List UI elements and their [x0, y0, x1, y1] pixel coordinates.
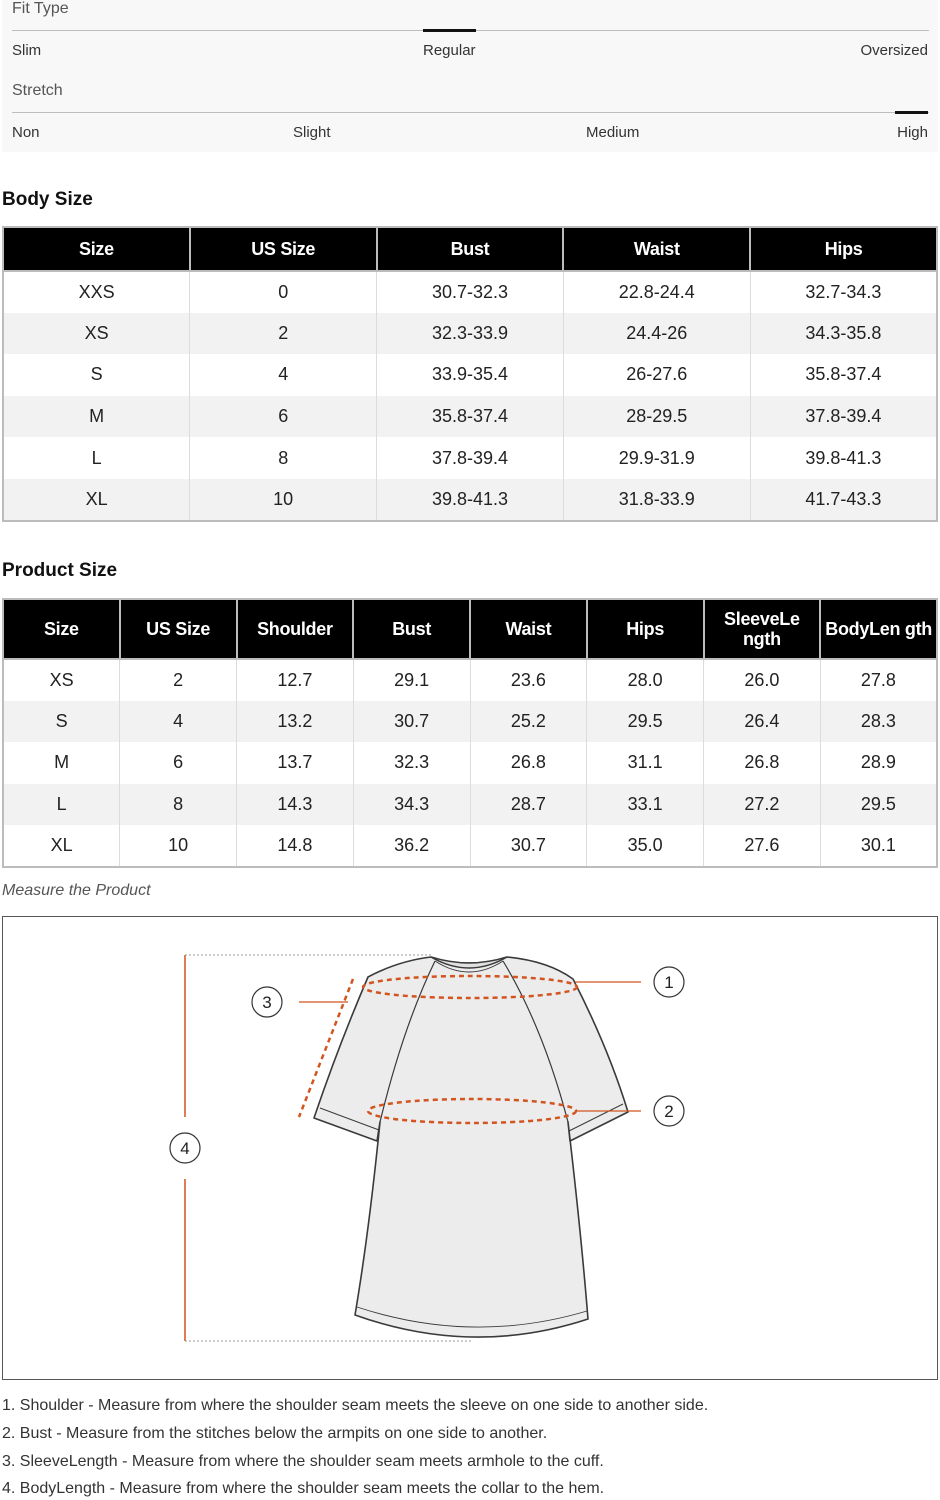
table-row: [3, 271, 937, 313]
body-size-cell: 10: [190, 479, 377, 521]
stretch-scale: [12, 112, 929, 113]
note-bust: 2. Bust - Measure from the stitches below the armpits on one side to another.: [2, 1424, 548, 1442]
product-size-cell: 23.6: [470, 659, 587, 701]
product-size-cell: 30.7: [470, 825, 587, 867]
body-size-cell: 37.8-39.4: [377, 437, 564, 479]
body-size-title: Body Size: [2, 189, 93, 210]
product-size-header-cell: BodyLen gth: [820, 599, 937, 659]
product-size-table: [2, 598, 938, 868]
tshirt-diagram-svg: [3, 917, 937, 1379]
product-size-cell: 13.2: [237, 701, 354, 743]
product-size-cell: 26.8: [470, 742, 587, 784]
product-size-cell: 35.0: [587, 825, 704, 867]
product-size-header-row: [3, 599, 937, 659]
product-size-cell: M: [3, 742, 120, 784]
product-size-cell: S: [3, 701, 120, 743]
product-size-cell: XL: [3, 825, 120, 867]
product-size-cell: 34.3: [353, 784, 470, 826]
body-size-cell: 41.7-43.3: [750, 479, 937, 521]
product-size-cell: 14.8: [237, 825, 354, 867]
table-row: [3, 701, 937, 743]
body-size-cell: 0: [190, 271, 377, 313]
product-size-title: Product Size: [2, 560, 118, 581]
measurement-diagram: [2, 916, 938, 1380]
body-size-header-cell: Bust: [377, 227, 564, 271]
product-size-cell: 29.5: [587, 701, 704, 743]
stretch-label-slight: Slight: [293, 124, 331, 141]
body-size-cell: XL: [3, 479, 190, 521]
fit-type-title: Fit Type: [12, 0, 69, 17]
product-size-cell: 33.1: [587, 784, 704, 826]
product-size-header-cell: Size: [3, 599, 120, 659]
product-size-cell: 28.9: [860, 752, 896, 773]
table-row: [3, 784, 937, 826]
product-size-cell: 25.2: [470, 701, 587, 743]
body-size-cell: 35.8-37.4: [377, 396, 564, 438]
product-size-cell: 30.1: [860, 835, 896, 856]
measurement-notes: [2, 1392, 932, 1500]
fit-type-label-slim: Slim: [12, 42, 42, 59]
stretch-label-medium: Medium: [586, 124, 640, 141]
product-size-cell: 30.7: [353, 701, 470, 743]
stretch-label-high: High: [897, 124, 928, 141]
body-size-cell: S: [3, 354, 190, 396]
product-size-header-cell: Bust: [353, 599, 470, 659]
table-row: [3, 396, 937, 438]
fit-type-label-regular: Regular: [423, 42, 476, 59]
stretch-title: Stretch: [12, 82, 63, 99]
product-size-cell: 10: [120, 825, 237, 867]
marker-2-label: 2: [664, 1102, 674, 1121]
body-size-cell: XS: [3, 313, 190, 355]
product-size-header-cell: SleeveLe ngth: [704, 599, 821, 659]
body-size-cell: 22.8-24.4: [563, 271, 750, 313]
measure-caption: Measure the Product: [2, 882, 151, 899]
product-size-cell: 26.0: [704, 659, 821, 701]
body-size-cell: 8: [190, 437, 377, 479]
body-size-cell: 37.8-39.4: [750, 396, 937, 438]
product-size-cell: 13.7: [237, 742, 354, 784]
fit-panel: [2, 0, 938, 152]
product-size-cell: 36.2: [353, 825, 470, 867]
body-size-header-cell: Hips: [750, 227, 937, 271]
product-size-cell: 6: [120, 742, 237, 784]
note-shoulder: 1. Shoulder - Measure from where the shoulder seam meets the sleeve on one side to another side.: [2, 1397, 709, 1414]
product-size-cell: 26.8: [704, 742, 821, 784]
body-size-cell: 28-29.5: [563, 396, 750, 438]
product-size-header-cell: Shoulder: [237, 599, 354, 659]
table-row: [3, 479, 937, 521]
body-size-cell: 30.7-32.3: [377, 271, 564, 313]
table-row: [3, 313, 937, 355]
body-size-cell: 32.3-33.9: [377, 313, 564, 355]
marker-4-label: 4: [180, 1139, 190, 1158]
body-size-cell: L: [3, 437, 190, 479]
product-size-header-cell: US Size: [120, 599, 237, 659]
product-size-cell: XS: [3, 659, 120, 701]
product-size-cell: 31.1: [587, 742, 704, 784]
product-size-cell: 29.1: [353, 659, 470, 701]
note-body-length: 4. BodyLength - Measure from where the shoulder seam meets the collar to the hem.: [2, 1480, 605, 1498]
product-size-cell: 27.6: [704, 825, 821, 867]
fit-type-label-oversized: Oversized: [860, 42, 928, 59]
product-size-cell: 4: [120, 701, 237, 743]
body-size-cell: 26-27.6: [563, 354, 750, 396]
marker-1-label: 1: [664, 973, 674, 992]
body-size-header-cell: Waist: [563, 227, 750, 271]
product-size-cell: 28.0: [587, 659, 704, 701]
stretch-selected-marker: [895, 111, 928, 114]
product-size-cell: 29.5: [820, 784, 937, 826]
tshirt-outline: [314, 957, 628, 1337]
product-size-cell: 2: [120, 659, 237, 701]
body-size-cell: 29.9-31.9: [563, 437, 750, 479]
product-size-cell: 27.2: [704, 784, 821, 826]
product-size-header-cell: Hips: [587, 599, 704, 659]
product-size-header-cell: Waist: [470, 599, 587, 659]
stretch-label-non: Non: [12, 124, 40, 141]
body-size-cell: 4: [190, 354, 377, 396]
body-size-cell: 2: [190, 313, 377, 355]
table-row: [3, 659, 937, 701]
body-size-cell: 31.8-33.9: [563, 479, 750, 521]
product-size-cell: L: [3, 784, 120, 826]
table-row: [3, 825, 937, 867]
body-size-cell: M: [3, 396, 190, 438]
product-size-cell: 8: [120, 784, 237, 826]
body-size-cell: 24.4-26: [563, 313, 750, 355]
body-size-header-row: [3, 227, 937, 271]
product-size-cell: 26.4: [704, 701, 821, 743]
product-size-cell: 32.3: [353, 742, 470, 784]
body-size-cell: 32.7-34.3: [805, 281, 882, 302]
body-size-cell: 35.8-37.4: [805, 364, 882, 385]
body-size-header-cell: US Size: [190, 227, 377, 271]
body-size-cell: 39.8-41.3: [805, 447, 882, 468]
body-size-cell: 6: [190, 396, 377, 438]
product-size-cell: 28.3: [820, 701, 937, 743]
product-size-cell: 27.8: [860, 669, 896, 690]
note-sleeve-length: 3. SleeveLength - Measure from where the shoulder seam meets armhole to the cuff.: [2, 1452, 604, 1470]
product-size-cell: 12.7: [237, 659, 354, 701]
body-size-header-cell: Size: [3, 227, 190, 271]
body-size-cell: 33.9-35.4: [377, 354, 564, 396]
product-size-cell: 14.3: [237, 784, 354, 826]
marker-3-label: 3: [262, 993, 272, 1012]
product-size-cell: 28.7: [470, 784, 587, 826]
body-size-table: [2, 226, 938, 522]
fit-type-selected-marker: [423, 29, 476, 32]
table-row: [3, 742, 937, 784]
table-row: [3, 437, 937, 479]
body-size-cell: 39.8-41.3: [377, 479, 564, 521]
body-size-cell: 34.3-35.8: [750, 313, 937, 355]
table-row: [3, 354, 937, 396]
body-size-cell: XXS: [3, 271, 190, 313]
